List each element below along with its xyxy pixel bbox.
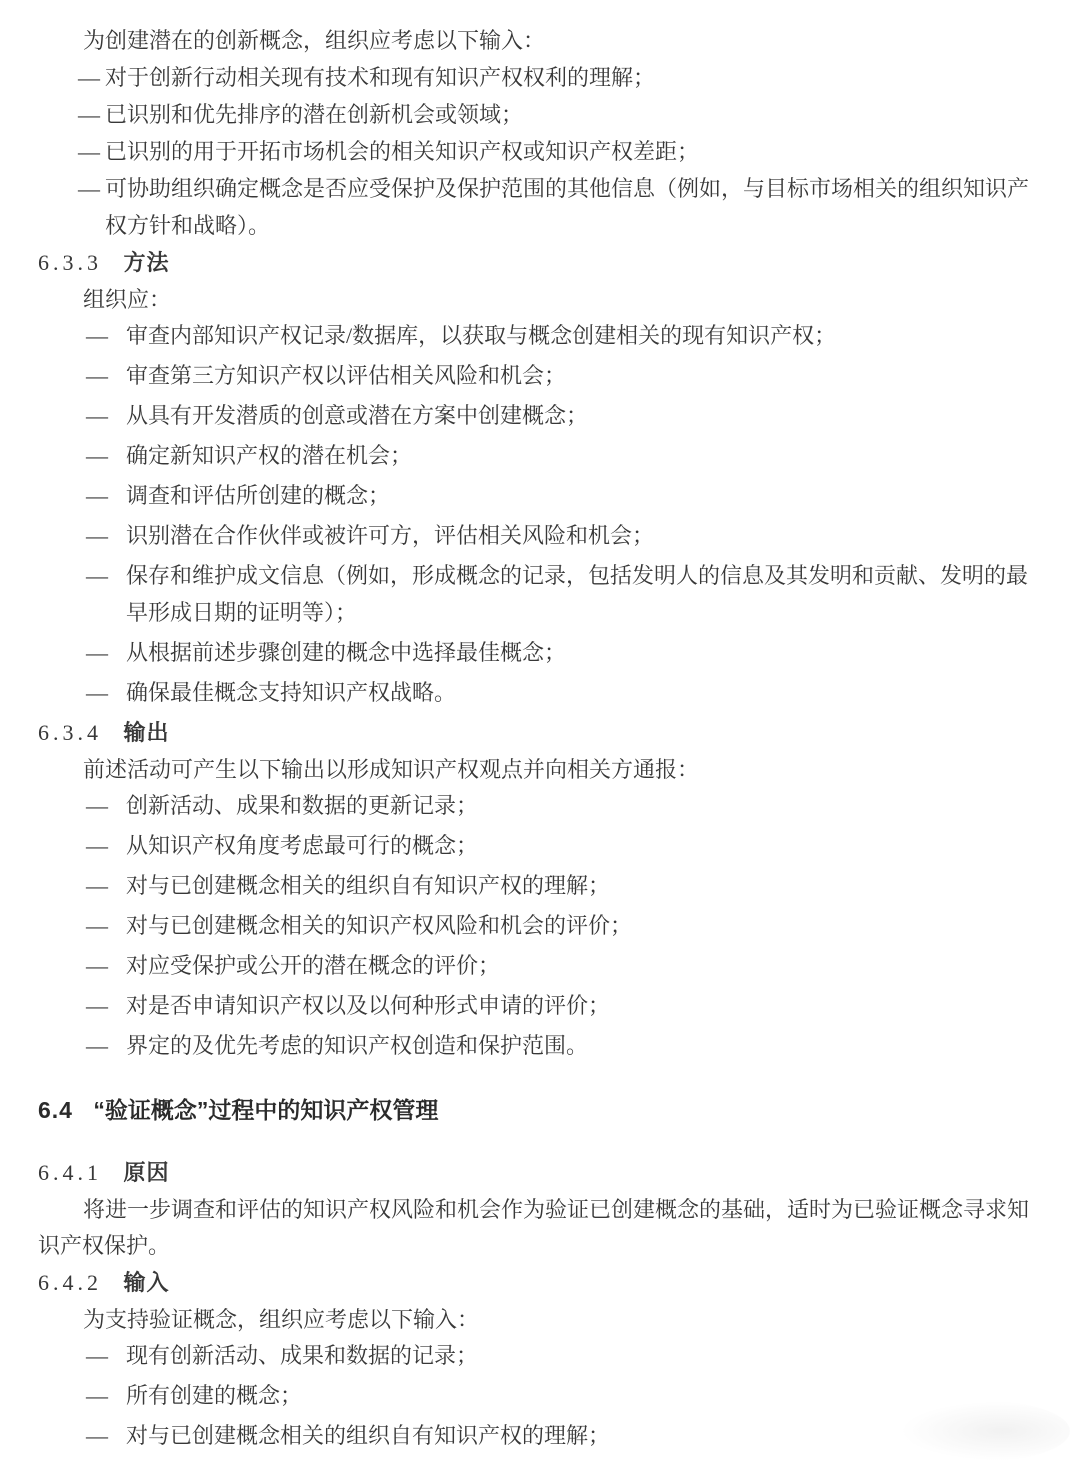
section-6-3-4-list [86, 787, 1042, 1064]
intro-lead: 为创建潜在的创新概念，组织应考虑以下输入： [83, 28, 546, 53]
clause-number: 6.3.4 [38, 720, 102, 745]
dash-bullet: — [86, 403, 108, 428]
list-item [86, 517, 1042, 554]
section-heading-6-4-1 [38, 1154, 1042, 1192]
list-item [86, 827, 1042, 864]
list-item [86, 557, 1042, 631]
list-item-text: 对与已创建概念相关的组织自有知识产权的理解； [126, 1423, 611, 1448]
section-6-3-3-lead: 组织应： [83, 287, 172, 312]
list-item-text: 从具有开发潜质的创意或潜在方案中创建概念； [126, 403, 589, 428]
list-item-text: 确保最佳概念支持知识产权战略。 [126, 680, 457, 705]
list-item [78, 170, 1042, 244]
list-item [86, 634, 1042, 671]
list-item-text: 界定的及优先考虑的知识产权创造和保护范围。 [126, 1033, 589, 1058]
dash-bullet: — [78, 102, 100, 127]
section-heading-6-3-4 [38, 714, 1042, 752]
list-item [86, 867, 1042, 904]
list-item [86, 1377, 1042, 1414]
list-item-text: 确定新知识产权的潜在机会； [126, 443, 413, 468]
list-item [86, 947, 1042, 984]
clause-title: 原因 [123, 1160, 170, 1185]
list-item [86, 477, 1042, 514]
section-6-4-1-paragraph: 将进一步调查和评估的知识产权风险和机会作为验证已创建概念的基础，适时为已验证概念寻求知识产权保护。 [38, 1197, 1030, 1258]
list-item-text: 审查第三方知识产权以评估相关风险和机会； [126, 363, 567, 388]
clause-number: 6.3.3 [38, 250, 102, 275]
section-6-4-2-list [86, 1337, 1042, 1454]
list-item-text: 已识别的用于开拓市场机会的相关知识产权或知识产权差距； [105, 139, 700, 164]
dash-bullet: — [86, 483, 108, 508]
section-6-3-3-list [86, 317, 1042, 711]
section-heading-6-3-3 [38, 244, 1042, 282]
dash-bullet: — [86, 833, 108, 858]
list-item [78, 96, 1042, 133]
list-item-text: 创新活动、成果和数据的更新记录； [126, 793, 479, 818]
list-item [78, 59, 1042, 96]
list-item [86, 1417, 1042, 1454]
list-item [86, 987, 1042, 1024]
list-item-text: 保存和维护成文信息（例如，形成概念的记录，包括发明人的信息及其发明和贡献、发明的最早形成日期的证明等）； [126, 563, 1029, 625]
list-item-text: 从知识产权角度考虑最可行的概念； [126, 833, 479, 858]
list-item [86, 357, 1042, 394]
clause-title: 输入 [123, 1270, 170, 1295]
list-item-text: 对于创新行动相关现有技术和现有知识产权权利的理解； [105, 65, 656, 90]
list-item-text: 对与已创建概念相关的组织自有知识产权的理解； [126, 873, 611, 898]
dash-bullet: — [86, 913, 108, 938]
list-item-text: 识别潜在合作伙伴或被许可方，评估相关风险和机会； [126, 523, 655, 548]
list-item-text: 可协助组织确定概念是否应受保护及保护范围的其他信息（例如，与目标市场相关的组织知识产权方针和战略）。 [105, 176, 1030, 238]
dash-bullet: — [86, 523, 108, 548]
dash-bullet: — [86, 1423, 108, 1448]
list-item-text: 调查和评估所创建的概念； [126, 483, 391, 508]
dash-bullet: — [86, 1383, 108, 1408]
dash-bullet: — [78, 65, 100, 90]
dash-bullet: — [78, 139, 100, 164]
dash-bullet: — [86, 363, 108, 388]
dash-bullet: — [86, 323, 108, 348]
chapter-number: 6.4 [38, 1097, 73, 1123]
dash-bullet: — [78, 176, 100, 201]
list-item [86, 317, 1042, 354]
list-item-text: 对是否申请知识产权以及以何种形式申请的评价； [126, 993, 611, 1018]
chapter-title: “验证概念”过程中的知识产权管理 [93, 1097, 439, 1123]
clause-title: 方法 [123, 250, 170, 275]
clause-title: 输出 [123, 720, 170, 745]
list-item [86, 437, 1042, 474]
dash-bullet: — [86, 443, 108, 468]
section-6-4-2-lead: 为支持验证概念，组织应考虑以下输入： [83, 1307, 480, 1332]
section-heading-6-4-2 [38, 1264, 1042, 1302]
dash-bullet: — [86, 680, 108, 705]
dash-bullet: — [86, 873, 108, 898]
dash-bullet: — [86, 563, 108, 588]
section-heading-6-4 [38, 1090, 1042, 1130]
dash-bullet: — [86, 953, 108, 978]
list-item [86, 397, 1042, 434]
list-item-text: 从根据前述步骤创建的概念中选择最佳概念； [126, 640, 567, 665]
list-item [86, 907, 1042, 944]
dash-bullet: — [86, 640, 108, 665]
list-item [86, 1337, 1042, 1374]
list-item-text: 所有创建的概念； [126, 1383, 303, 1408]
list-item [86, 1027, 1042, 1064]
dash-bullet: — [86, 1033, 108, 1058]
section-6-3-4-lead: 前述活动可产生以下输出以形成知识产权观点并向相关方通报： [83, 757, 700, 782]
dash-bullet: — [86, 993, 108, 1018]
intro-list [78, 59, 1042, 244]
list-item [86, 787, 1042, 824]
list-item-text: 已识别和优先排序的潜在创新机会或领域； [105, 102, 524, 127]
list-item-text: 审查内部知识产权记录/数据库，以获取与概念创建相关的现有知识产权； [126, 323, 837, 348]
dash-bullet: — [86, 1343, 108, 1368]
list-item-text: 对与已创建概念相关的知识产权风险和机会的评价； [126, 913, 633, 938]
list-item [86, 674, 1042, 711]
list-item-text: 现有创新活动、成果和数据的记录； [126, 1343, 479, 1368]
list-item-text: 对应受保护或公开的潜在概念的评价； [126, 953, 501, 978]
clause-number: 6.4.1 [38, 1160, 102, 1185]
clause-number: 6.4.2 [38, 1270, 102, 1295]
dash-bullet: — [86, 793, 108, 818]
list-item [78, 133, 1042, 170]
